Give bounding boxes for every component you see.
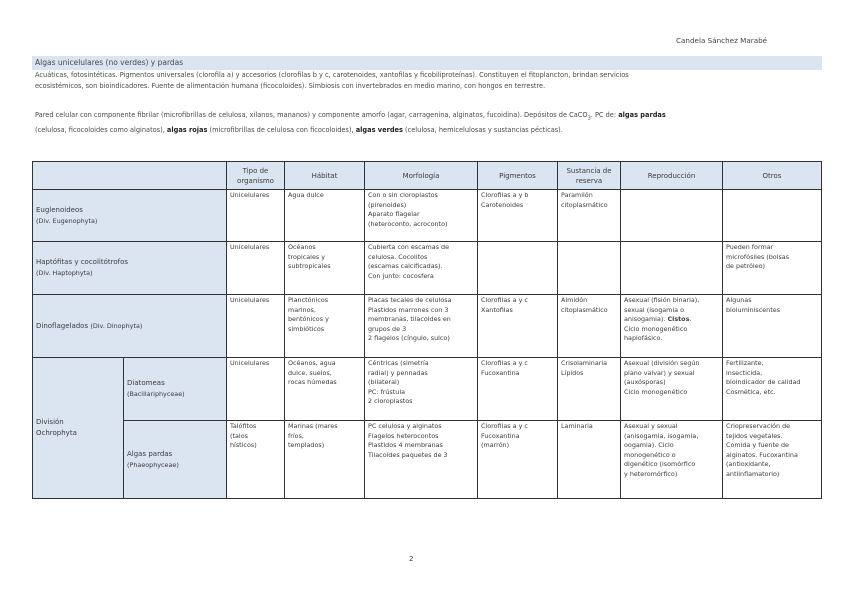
line: Ciclo monogenético xyxy=(624,387,688,396)
line: Clorofilas a y c xyxy=(481,422,528,430)
line: bioindicador de calidad xyxy=(726,378,801,387)
line: Ciclo monogenético xyxy=(624,324,688,333)
class-name: (Bacillariphyceae) xyxy=(127,390,185,398)
header-tipo: Tipo de organismo xyxy=(227,162,285,190)
line: Laminaria xyxy=(561,422,593,430)
group-name: Dinoflagelados xyxy=(36,321,89,330)
row-name xyxy=(124,421,227,499)
author-name: Candela Sánchez Marabé xyxy=(676,36,768,45)
group-name: Haptófitas y cocolitótrofos xyxy=(36,258,129,266)
division-label: División xyxy=(36,418,64,426)
line: Crisolaminaria xyxy=(561,359,608,367)
line: Clorofilas a y c xyxy=(481,296,528,304)
line: Con o sin cloroplastos xyxy=(368,191,439,199)
line: PC celulosa y alginatos xyxy=(368,422,442,430)
line: microfósiles (bolsas xyxy=(726,252,790,261)
line: (anisogamia, isogamia, xyxy=(624,431,699,440)
line: Asexual y sexual xyxy=(624,422,678,430)
cell-morfologia xyxy=(365,358,478,421)
text: . xyxy=(689,315,692,324)
cell-reproduccion xyxy=(621,242,723,295)
intro-line-1: Acuáticas, fotosintéticas. Pigmentos universales (clorofila a) y accesorios (clorofilas b y c, carotenoides, xantofilas y ficobiliproteínas). Constituyen el fitoplancton, brindan servicios xyxy=(35,71,629,79)
cell-pigmentos xyxy=(478,358,558,421)
bold-term: algas rojas xyxy=(166,125,208,134)
table-row-algas-pardas xyxy=(33,421,822,499)
table-row-euglenoideos xyxy=(33,190,822,242)
line: Plastidos 4 membranas xyxy=(368,441,443,450)
line: alginatos. Fucoxantina xyxy=(726,450,798,459)
line: Paramilón xyxy=(561,191,593,199)
cell-pigmentos xyxy=(478,421,558,499)
line: Talófitos xyxy=(230,422,257,430)
line: digenético (isomórfico xyxy=(624,460,696,469)
cell-morfologia xyxy=(365,242,478,295)
table-row-diatomeas xyxy=(33,358,822,421)
line: Comida y fuente de xyxy=(726,441,789,450)
line: sexual (isogamia o xyxy=(624,305,685,314)
line: Algunas xyxy=(726,296,752,304)
cell-pigmentos xyxy=(478,190,558,242)
line: Fucoxantina xyxy=(481,368,520,377)
row-name xyxy=(33,295,227,358)
cell-reserva xyxy=(558,190,621,242)
line: citoplasmático xyxy=(561,200,608,209)
line: grupos de 3 xyxy=(368,324,407,333)
line: Pueden formar xyxy=(726,243,774,251)
cell-reproduccion xyxy=(621,190,723,242)
cell-reserva xyxy=(558,295,621,358)
row-name xyxy=(124,358,227,421)
line: (escamas calcificadas). xyxy=(368,262,443,271)
line: Almidón xyxy=(561,296,588,304)
line: Cubierta con escamas de xyxy=(368,243,450,251)
cell-morfologia xyxy=(365,190,478,242)
cell-otros xyxy=(723,295,822,358)
division-name: (Div. Dinophyta) xyxy=(90,321,143,330)
line: (bilateral) xyxy=(368,378,400,387)
algae-table xyxy=(32,161,822,499)
line: 2 flagelos (cíngulo, sulco) xyxy=(368,334,450,343)
cell-otros xyxy=(723,421,822,499)
line: Planctónicos xyxy=(288,296,329,304)
line: bioluminiscentes xyxy=(726,305,780,314)
line: dulce, suelos, xyxy=(288,368,332,377)
line: oogamia). Ciclo xyxy=(624,441,674,450)
line: marinos, xyxy=(288,305,316,314)
line: Plastidos marrones con 3 xyxy=(368,305,449,314)
line xyxy=(624,315,719,325)
cell-habitat xyxy=(285,358,365,421)
line: Placas tecales de celulosa xyxy=(368,296,452,304)
line: (antioxidante, xyxy=(726,460,771,469)
row-name-ochrophyta xyxy=(33,358,124,499)
header-reproduccion: Reproducción xyxy=(621,162,723,190)
line: Carotenoides xyxy=(481,200,524,209)
table-row-dinoflagelados xyxy=(33,295,822,358)
line: Criopreservación de xyxy=(726,422,791,430)
line: (marrón) xyxy=(481,441,510,450)
line: tropicales y xyxy=(288,252,326,261)
cell-wall-text: (celulosa, hemicelulosas y sustancias pécticas). xyxy=(402,125,563,134)
page-number: 2 xyxy=(409,555,414,563)
cell-tipo: Unicelulares xyxy=(227,242,285,295)
line: antiinflamatorio) xyxy=(726,469,780,478)
bold-term: Cistos xyxy=(667,315,690,324)
text: anisogamia). xyxy=(624,315,668,324)
cell-reproduccion xyxy=(621,295,723,358)
line: simbióticos xyxy=(288,324,325,333)
line: bentónicos y xyxy=(288,315,329,324)
line: Cosmética, etc. xyxy=(726,387,776,396)
division-name: Ochrophyta xyxy=(36,429,77,437)
division-name: (Div. Eugenophyta) xyxy=(36,216,98,225)
bold-term: algas verdes xyxy=(355,125,403,134)
line: Fertilizante, xyxy=(726,359,764,367)
line: Océanos, agua xyxy=(288,359,336,367)
line: subtropicales xyxy=(288,262,331,271)
cell-habitat xyxy=(285,242,365,295)
cell-wall-paragraph xyxy=(35,110,821,136)
line: Asexual (fisión binaria), xyxy=(624,296,700,304)
line: (auxósporas) xyxy=(624,378,666,387)
cell-habitat xyxy=(285,295,365,358)
cell-wall-text: Pared celular con componente fibrilar (microfibrillas de celulosa, xilanos, mananos) y componente amorfo (agar, carragenina, alginatos, fucoidina). Depósitos de CaCO xyxy=(35,111,588,119)
cell-otros xyxy=(723,190,822,242)
line: hísticos) xyxy=(230,441,257,450)
division-name: (Div. Haptophyta) xyxy=(36,269,93,277)
line: monogenético o xyxy=(624,450,676,459)
line: radial) y pennadas xyxy=(368,368,428,377)
line: fríos, xyxy=(288,431,304,440)
cell-tipo: Unicelulares xyxy=(227,358,285,421)
line: (pirenoides) xyxy=(368,200,407,209)
intro-paragraph xyxy=(35,70,821,93)
cell-reproduccion xyxy=(621,358,723,421)
cell-morfologia xyxy=(365,295,478,358)
line: PC: frústula xyxy=(368,387,406,396)
line: insecticida, xyxy=(726,368,763,377)
cell-otros xyxy=(723,242,822,295)
group-name: Algas pardas xyxy=(127,449,173,458)
row-name xyxy=(33,242,227,295)
group-name: Euglenoideos xyxy=(36,205,83,214)
line: Fucoxantina xyxy=(481,431,520,440)
group-name: Diatomeas xyxy=(127,379,165,387)
cell-wall-text: . PC de: xyxy=(590,111,619,119)
header-pigmentos: Pigmentos xyxy=(478,162,558,190)
cell-morfologia xyxy=(365,421,478,499)
line: Con junto: cocosfera xyxy=(368,271,434,280)
line: templados) xyxy=(288,441,325,450)
line: (talos xyxy=(230,431,248,440)
cell-reserva xyxy=(558,421,621,499)
class-name: (Phaeophyceae) xyxy=(127,460,179,469)
line: de petróleo) xyxy=(726,262,766,271)
line: Flagelos heterocontos xyxy=(368,431,439,440)
cell-pigmentos xyxy=(478,242,558,295)
cell-tipo: Unicelulares xyxy=(227,190,285,242)
line: haplofásico. xyxy=(624,334,663,343)
line: citoplasmático xyxy=(561,305,608,314)
table-header-row xyxy=(33,162,822,190)
cell-wall-text: (celulosa, ficocoloides como alginatos), xyxy=(35,125,167,134)
line: Océanos xyxy=(288,243,316,251)
line: Marinas (mares xyxy=(288,422,338,430)
cell-reserva xyxy=(558,358,621,421)
cell-reproduccion xyxy=(621,421,723,499)
cell-habitat xyxy=(285,421,365,499)
cell-reserva xyxy=(558,242,621,295)
cell-tipo xyxy=(227,421,285,499)
cell-wall-text: (microfibrillas de celulosa con ficocoloides), xyxy=(207,125,356,134)
header-otros: Otros xyxy=(723,162,822,190)
line: 2 cloroplastos xyxy=(368,397,413,406)
cell-otros xyxy=(723,358,822,421)
line: (heteroconto, acroconto) xyxy=(368,219,448,228)
line: rocas húmedas xyxy=(288,378,337,387)
bold-term: algas pardas xyxy=(618,111,666,119)
subscript: 3 xyxy=(587,115,591,122)
line: y heteromórfico) xyxy=(624,469,678,478)
line: Asexual (división según xyxy=(624,359,700,367)
row-name xyxy=(33,190,227,242)
table-row-haptofitas xyxy=(33,242,822,295)
header-empty xyxy=(33,162,227,190)
line: Aparato flagelar xyxy=(368,210,420,219)
intro-line-2: ecosistémicos, son bioindicadores. Fuente de alimentación humana (ficocoloides). Simbiosis con invertebrados en medio marino, con hongos en terrestre. xyxy=(35,82,546,91)
line: Xantofilas xyxy=(481,305,513,314)
line: Clorofilas a y b xyxy=(481,191,529,199)
line: Lípidos xyxy=(561,368,584,377)
cell-pigmentos xyxy=(478,295,558,358)
section-title: Algas unicelulares (no verdes) y pardas xyxy=(32,56,822,70)
cell-tipo: Unicelulares xyxy=(227,295,285,358)
line: Tilacoides paquetes de 3 xyxy=(368,450,448,459)
line: Céntricas (simetría xyxy=(368,359,429,367)
line: plano valvar) y sexual xyxy=(624,368,695,377)
cell-habitat: Agua dulce xyxy=(285,190,365,242)
line: celulosa. Cocolitos xyxy=(368,252,428,261)
line: membranas, tilacoides en xyxy=(368,315,451,324)
header-morfologia: Morfología xyxy=(365,162,478,190)
line: tejidos vegetales. xyxy=(726,431,783,440)
header-reserva: Sustancia de reserva xyxy=(558,162,621,190)
header-habitat: Hábitat xyxy=(285,162,365,190)
line: Clorofilas a y c xyxy=(481,359,528,367)
